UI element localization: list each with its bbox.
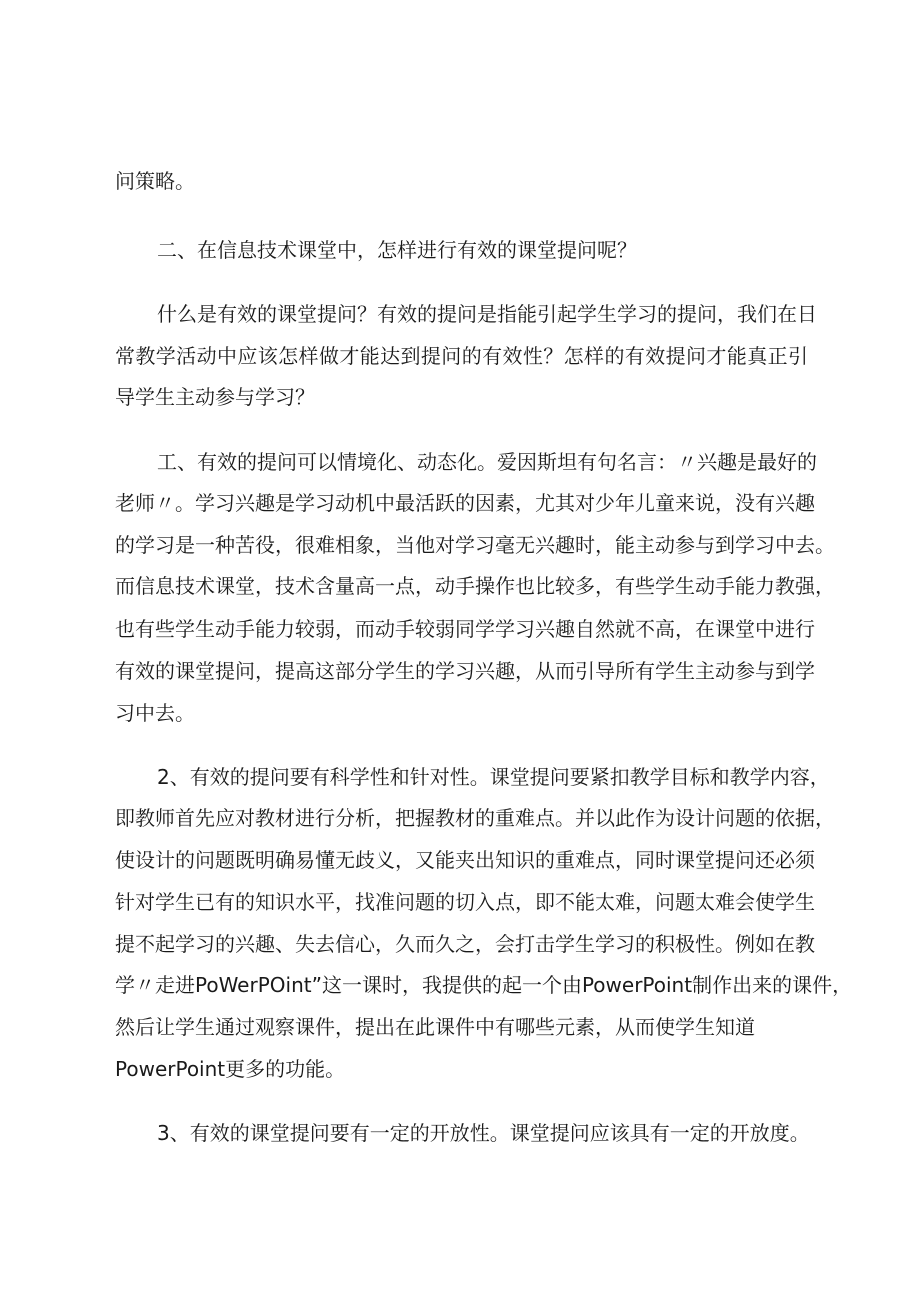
text-line: 有效的课堂提问，提高这部分学生的学习兴趣，从而引导所有学生主动参与到学 [115,659,815,683]
text-line: 常教学活动中应该怎样做才能达到提问的有效性？怎样的有效提问才能真正引 [115,344,808,368]
text-line: 即教师首先应对教材进行分析，把握教材的重难点。并以此作为设计问题的依据， [115,806,835,830]
text-line: 提不起学习的兴趣、失去信心，久而久之，会打击学生学习的积极性。例如在教 [115,932,815,956]
text-line: PowerPoint更多的功能。 [115,1057,346,1081]
text-line: 而信息技术课堂，技术含量高一点，动手操作也比较多，有些学生动手能力教强， [115,574,835,598]
text-line: 老师〃。学习兴趣是学习动机中最活跃的因素，尤其对少年儿童来说，没有兴趣 [115,491,815,515]
text-line: 3、有效的课堂提问要有一定的开放性。课堂提问应该具有一定的开放度。 [157,1121,810,1145]
text-line: 也有些学生动手能力较弱，而动手较弱同学学习兴趣自然就不高，在课堂中进行 [115,617,815,641]
text-line: 工、有效的提问可以情境化、动态化。爱因斯坦有句名言：〃兴趣是最好的 [157,450,817,474]
text-line: 使设计的问题既明确易懂无歧义，又能夹出知识的重难点，同时课堂提问还必须 [115,848,815,872]
text-line: 什么是有效的课堂提问？有效的提问是指能引起学生学习的提问，我们在日 [157,302,817,326]
text-line: 习中去。 [115,701,195,725]
text-line: 然后让学生通过观察课件，提出在此课件中有哪些元素，从而使学生知道 [115,1015,755,1039]
text-line: 学〃走进PoWerPOint”这一课时，我提供的起一个由PowerPoint制作出来的课件， [115,973,853,997]
text-line: 问策略。 [115,169,195,193]
text-line: 的学习是一种苦役，很难相象，当他对学习毫无兴趣时，能主动参与到学习中去。 [115,533,835,557]
text-line: 针对学生已有的知识水平，找准问题的切入点，即不能太难，问题太难会使学生 [115,890,815,914]
section-heading: 二、在信息技术课堂中，怎样进行有效的课堂提问呢？ [157,238,637,262]
text-line: 2、有效的提问要有科学性和针对性。课堂提问要紧扣教学目标和教学内容， [157,765,830,789]
text-line: 导学生主动参与学习？ [115,385,315,409]
